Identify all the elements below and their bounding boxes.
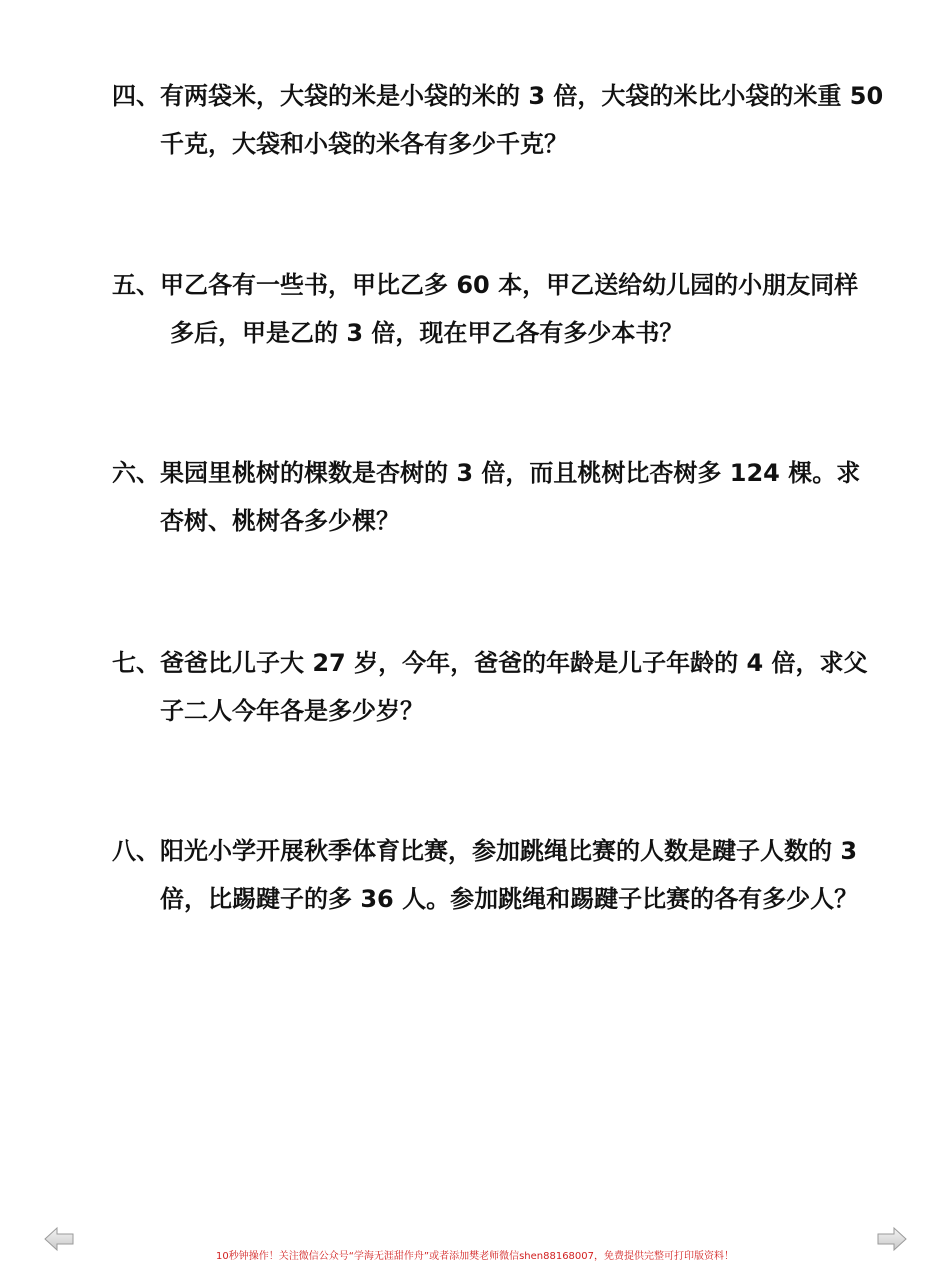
problem-7 [112, 639, 872, 735]
problem-7-line-2: 子二人今年各是多少岁？ [160, 697, 424, 725]
problem-5-line-2: 多后，甲是乙的 3 倍，现在甲乙各有多少本书？ [170, 319, 684, 347]
problem-5 [112, 261, 872, 357]
problem-6-line-1: 六、果园里桃树的棵数是杏树的 3 倍，而且桃树比杏树多 124 棵。求 [112, 459, 861, 487]
problem-4 [112, 72, 884, 168]
problem-8-line-2: 倍，比踢踺子的多 36 人。参加跳绳和踢踺子比赛的各有多少人？ [160, 885, 859, 913]
problem-6 [112, 449, 872, 545]
problem-4-line-2: 千克，大袋和小袋的米各有多少千克？ [160, 130, 568, 158]
problem-8-line-1: 八、阳光小学开展秋季体育比赛，参加跳绳比赛的人数是踺子人数的 3 [112, 837, 858, 865]
left-arrow-icon[interactable] [44, 1226, 74, 1252]
right-arrow-icon[interactable] [877, 1226, 907, 1252]
problem-8 [112, 827, 872, 923]
problem-6-line-2: 杏树、桃树各多少棵？ [160, 507, 400, 535]
problem-7-line-1: 七、爸爸比儿子大 27 岁，今年，爸爸的年龄是儿子年龄的 4 倍，求父 [112, 649, 868, 677]
problem-5-line-1: 五、甲乙各有一些书，甲比乙多 60 本，甲乙送给幼儿园的小朋友同样 [112, 271, 859, 299]
problem-4-line-1: 四、有两袋米，大袋的米是小袋的米的 3 倍，大袋的米比小袋的米重 50 [112, 82, 884, 110]
footer-notice: 10秒钟操作！关注微信公众号“学海无涯甜作舟”或者添加樊老师微信shen88168007，免费提供完整可打印版资料！ [215, 1251, 735, 1262]
